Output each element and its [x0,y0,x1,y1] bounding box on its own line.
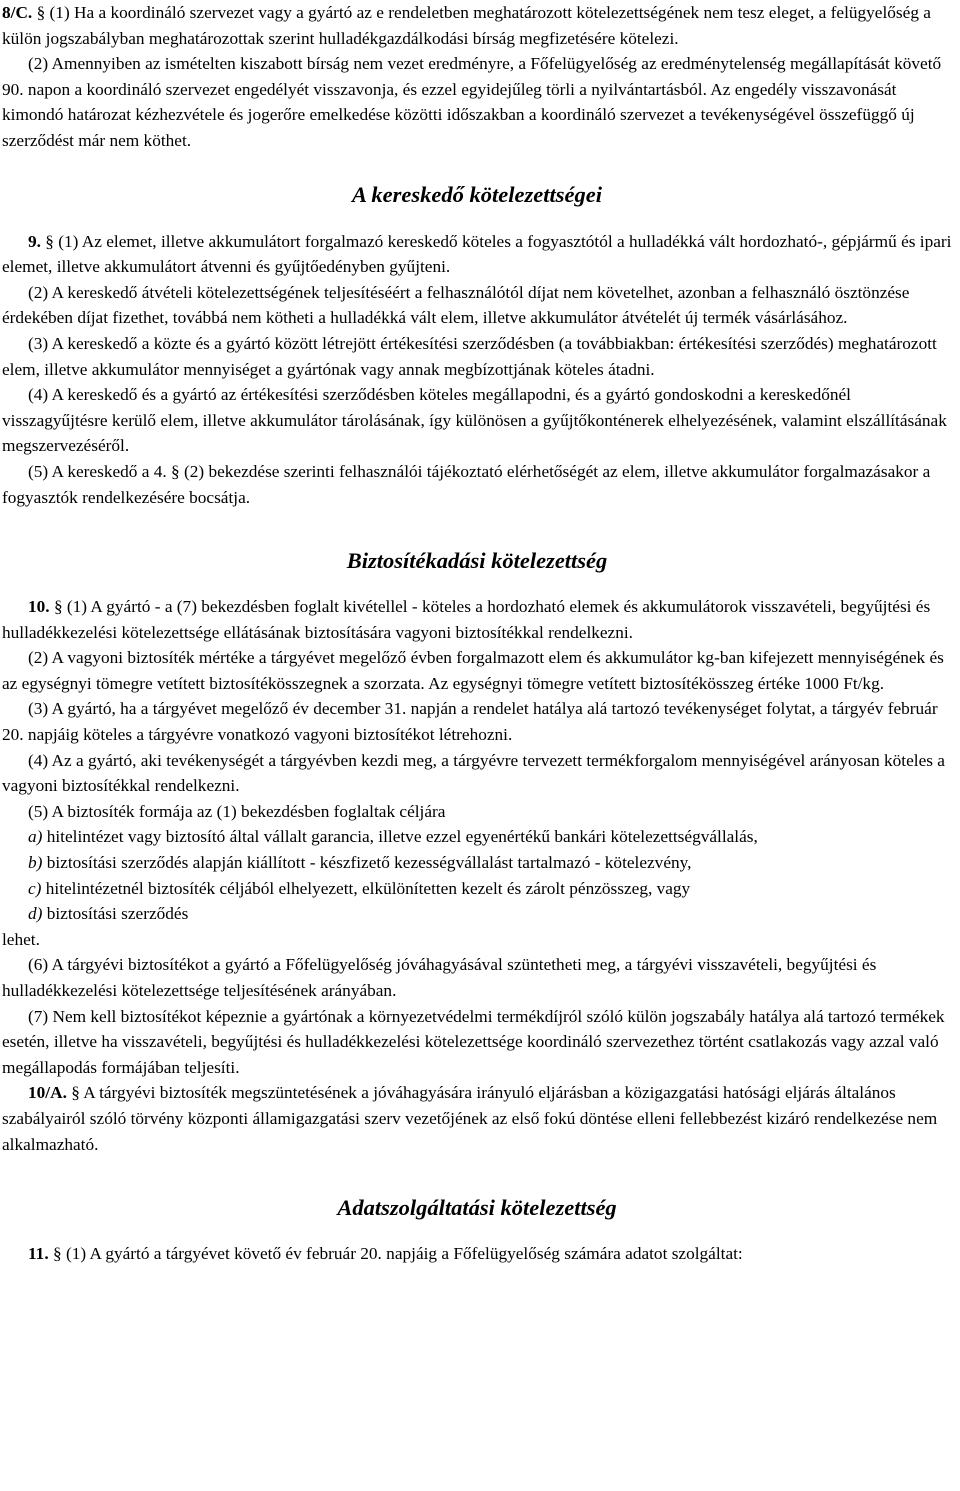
section-10-paragraph-6: (6) A tárgyévi biztosítékot a gyártó a Főfelügyelőség jóváhagyásával szüntetheti meg, a tárgyévi visszavételi, begyűjtési és hulladékkezelési kötelezettsége teljesítésének arányában. [2,955,877,1000]
section-8c-paragraph-2: (2) Amennyiben az ismételten kiszabott bírság nem vezet eredményre, a Főfelügyelőség az eredménytelenség megállapítását követő 90. napon a koordináló szervezet engedélyét visszavonja, és ezzel egyidejűleg törli a nyilvántartásból. Az engedély visszavonását kimondó határozat kézhezvétele és jogerőre emelkedése közötti időszakban a koordináló szervezet a tevékenységével összefüggő új szerződést már nem köthet. [2,54,942,150]
section-10-paragraph-7: (7) Nem kell biztosítékot képeznie a gyártónak a környezetvédelmi termékdíjról szóló külön jogszabály hatálya alá tartozó termékek esetén, illetve ha visszavételi, begyűjtési és hulladékkezelési kötelezettsége koordináló szervezethez történt csatlakozás vagy azzal való megállapodás formájában teljesíti. [2,1006,945,1077]
paragraph-text: (1) A gyártó a tárgyévet követő év február 20. napjáig a Főfelügyelőség számára adatot szolgáltat: [65,1244,743,1264]
section-10-paragraph-1 [2,594,952,645]
section-heading-biztositek: Biztosítékadási kötelezettség [346,548,608,574]
section-number: 10. [28,597,50,617]
section-9-paragraph-5 [2,459,952,510]
section-9-paragraph-1 [2,229,952,280]
section-9-paragraph-4: (4) A kereskedő és a gyártó az értékesítési szerződésben köteles megállapodni, és a gyártó gondoskodni a kereskedőnél visszagyűjtésre kerülő elem, illetve akkumulátor tárolásának, így különösen a gyűjtőkonténerek elhelyezésének, valamint elszállításának megszervezéséről. [2,385,947,456]
section-10-paragraph-4: (4) Az a gyártó, aki tevékenységét a tárgyévben kezdi meg, a tárgyévre tervezett termékforgalom mennyiségével arányosan köteles a vagyoni biztosítékkal rendelkezni. [2,750,945,796]
list-letter: b) [28,853,43,873]
paragraph-text: (2) bekezdése szerinti felhasználói tájékoztató elérhetőségét az elem, illetve akkumulátor forgalmazásakor a fogyasztók rendelkezésére bocsátja. [2,461,931,507]
section-8c-paragraph-1 [2,0,952,51]
list-text: biztosítási szerződés [46,904,189,924]
section-number: 9. [28,231,41,251]
section-number: 10/A. [28,1083,67,1103]
section-symbol: § [45,231,54,251]
section-number: 11. [28,1244,49,1264]
section-number: 8/C. [2,3,33,22]
list-text: biztosítási szerződés alapján kiállított - készfizető kezességvállalást tartalmazó - kötelezvény, [46,853,692,873]
list-letter: c) [28,878,42,898]
section-9-paragraph-2: (2) A kereskedő átvételi kötelezettségének teljesítéséért a felhasználótól díjat nem követelhet, azonban a felhasználó ösztönzése érdekében díjat fizethet, továbbá nem kötheti a hulladékká vált elem, illetve akkumulátor átvételét új termék vásárlásához. [2,282,910,328]
paragraph-text: (1) Ha a koordináló szervezet vagy a gyártó az e rendeletben meghatározott kötelezettségének nem tesz eleget, a felügyelőség a külön jogszabályban meghatározottak szerint hulladékgazdálkodási bírság megfizetésére kötelezi. [2,3,931,48]
paragraph-text: A tárgyévi biztosíték megszüntetésének a jóváhagyására irányuló eljárásban a közigazgatási hatósági eljárás általános szabályairól szóló törvény központi államigazgatási szerv vezetőjének az első fokú döntése elleni fellebbezést kizáró rendelkezése nem alkalmazható. [2,1083,938,1154]
list-item-a [2,824,952,850]
paragraph-text: (1) Az elemet, illetve akkumulátort forgalmazó kereskedő köteles a fogyasztótól a hulladékká vált hordozható-, gépjármű és ipari elemet, illetve akkumulátort átvenni és gyűjtőedényben gyűjteni. [2,231,952,277]
section-10-paragraph-2: (2) A vagyoni biztosíték mértéke a tárgyévet megelőző évben forgalmazott elem és akkumulátor kg-ban kifejezett mennyiségének és az egységnyi tömegre vetített biztosítékösszegnek a szorzata. Az egységnyi tömegre vetített biztosítékösszeg értéke 1000 Ft/kg. [2,648,944,693]
list-closing-text: lehet. [2,929,40,949]
list-item-b [2,850,952,876]
section-heading-kereskedo: A kereskedő kötelezettségei [352,181,602,207]
paragraph-text: (5) A kereskedő a 4. [28,461,167,481]
section-10a-paragraph [2,1080,952,1157]
section-symbol: § [171,461,180,481]
list-letter: a) [28,827,43,847]
section-11-paragraph-1 [2,1241,952,1267]
list-letter: d) [28,904,43,924]
section-symbol: § [52,1244,62,1264]
section-symbol: § [36,3,46,22]
section-10-paragraph-5: (5) A biztosíték formája az (1) bekezdésben foglaltak céljára [28,801,446,821]
list-item-d [2,901,952,927]
section-symbol: § [71,1083,80,1103]
section-symbol: § [53,597,63,617]
section-10-paragraph-3: (3) A gyártó, ha a tárgyévet megelőző év december 31. napján a rendelet hatálya alá tartozó tevékenységet folytat, a tárgyév február 20. napjáig köteles a tárgyévre vonatkozó vagyoni biztosítékot létrehozni. [2,699,938,745]
section-heading-adatszolgaltatas: Adatszolgáltatási kötelezettség [337,1195,617,1221]
paragraph-text: (1) A gyártó - a (7) bekezdésben foglalt kivétellel - köteles a hordozható elemek és akkumulátorok visszavételi, begyűjtési és hulladékkezelési kötelezettsége ellátásának biztosítására vagyoni biztosítékkal rendelkezni. [2,597,931,642]
section-9-paragraph-3: (3) A kereskedő a közte és a gyártó között létrejött értékesítési szerződésben (a továbbiakban: értékesítési szerződés) meghatározott elem, illetve akkumulátor mennyiséget a gyártónak vagy annak megbízottjának köteles átadni. [2,333,937,379]
list-item-c [2,876,952,902]
list-text: hitelintézet vagy biztosító által vállalt garancia, illetve ezzel egyenértékű bankári kötelezettségvállalás, [46,827,758,847]
list-text: hitelintézetnél biztosíték céljából elhelyezett, elkülönítetten kezelt és zárolt pénzösszeg, vagy [45,878,691,898]
